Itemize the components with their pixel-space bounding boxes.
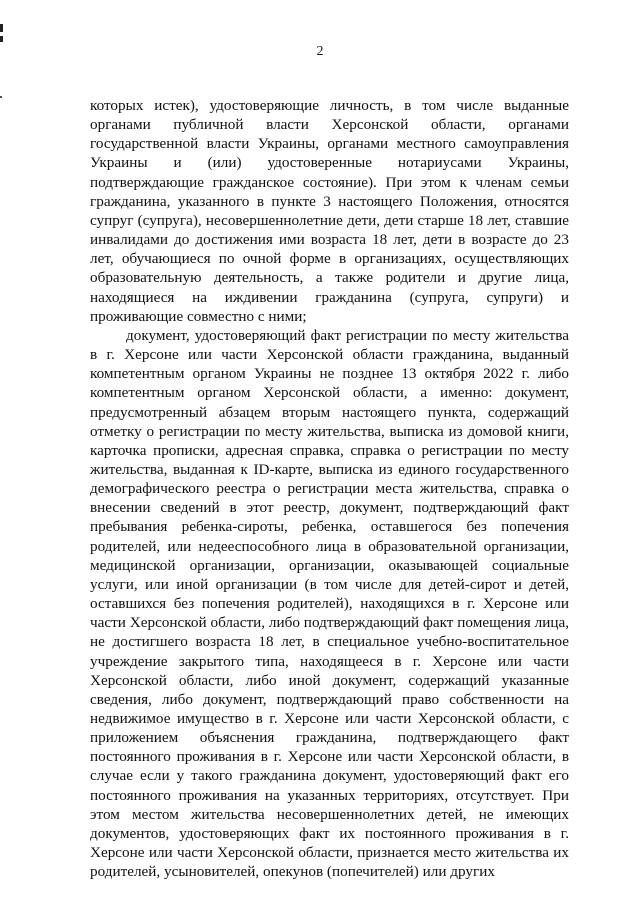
- paragraph-family-members: которых истек), удостоверяющие личность, в том числе выданные органами публичной власти Херсонской области, органами государственной власти Украины, органами местного самоуправления Украины и (или) удостоверенные нотариусами Украины, подтверждающие гражданское состояние). При этом к членам семьи гражданина, указанного в пункте 3 настоящего Положения, относятся супруг (супруга), несовершеннолетние дети, дети старше 18 лет, ставшие инвалидами до достижения ими возраста 18 лет, дети в возрасте до 23 лет, обучающиеся по очной форме в организациях, осуществляющих образовательную деятельность, а также родители и другие лица, находящиеся на иждивении гражданина (супруга, супруги) и проживающие совместно с ними;: [90, 97, 569, 325]
- document-body: [90, 96, 569, 881]
- scan-edge-mark: [0, 96, 2, 98]
- scan-edge-mark: [0, 24, 3, 32]
- paragraph-registration-document: документ, удостоверяющий факт регистрации по месту жительства в г. Херсоне или части Херсонской области гражданина, выданный компетентным органом Украины не позднее 13 октября 2022 г. либо компетентным органом Херсонской области, а именно: документ, предусмотренный абзацем вторым настоящего пункта, содержащий отметку о регистрации по месту жительства, выписка из домовой книги, карточка прописки, адресная справка, справка о регистрации по месту жительства, выданная к ID-карте, выписка из единого государственного демографического реестра о регистрации места жительства, справка о внесении сведений в этот реестр, документ, подтверждающий факт пребывания ребенка-сироты, ребенка, оставшегося без попечения родителей, или недееспособного лица в образовательной организации, медицинской организации, организации, оказывающей социальные услуги, или иной организации (в том числе для детей-сирот и детей, оставшихся без попечения родителей), находящихся в г. Херсоне или части Херсонской области, либо подтверждающий факт помещения лица, не достигшего возраста 18 лет, в специальное учебно-воспитательное учреждение закрытого типа, находящееся в г. Херсоне или части Херсонской области, либо иной документ, содержащий указанные сведения, либо документ, подтверждающий право собственности на недвижимое имущество в г. Херсоне или части Херсонской области, с приложением объяснения гражданина, подтверждающего факт постоянного проживания в г. Херсоне или части Херсонской области, в случае если у такого гражданина документ, удостоверяющий факт его постоянного проживания на указанных территориях, отсутствует. При этом местом жительства несовершеннолетних детей, не имеющих документов, удостоверяющих факт их постоянного проживания в г. Херсоне или части Херсонской области, признается место жительства их родителей, усыновителей, опекунов (попечителей) или других: [90, 326, 569, 881]
- page-number: 2: [316, 44, 324, 59]
- scan-edge-mark: [0, 36, 3, 42]
